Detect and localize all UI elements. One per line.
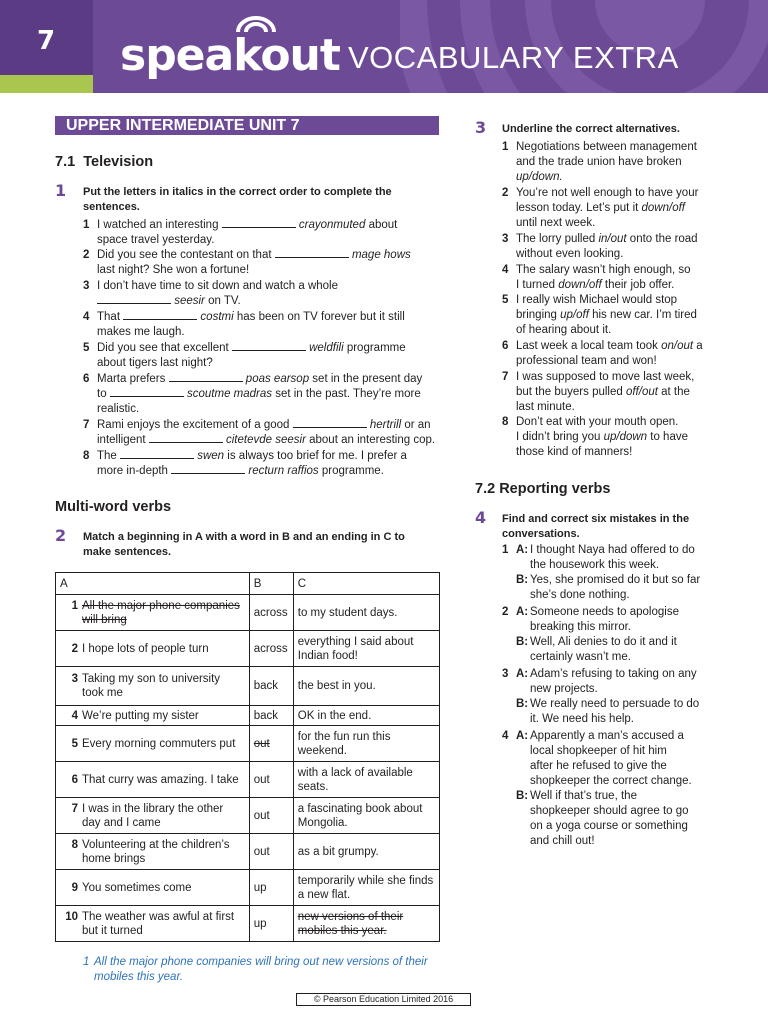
item-text: of hearing about it. xyxy=(516,324,612,336)
item-alternatives[interactable]: in/out xyxy=(598,233,627,245)
item-text: those kind of manners! xyxy=(516,446,633,458)
cell-a xyxy=(56,667,250,706)
conversation-item xyxy=(502,605,752,665)
item-text: onto the road xyxy=(626,233,698,245)
speaker-label: B: xyxy=(516,790,529,802)
row-number: 4 xyxy=(71,709,78,722)
answer-line: mobiles this year. xyxy=(94,970,184,983)
speaker-label: A: xyxy=(516,606,529,618)
row-number: 3 xyxy=(71,673,78,685)
table-row xyxy=(56,870,440,906)
cell-b: back xyxy=(249,706,293,726)
table-row xyxy=(56,595,440,631)
scrambled-word: swen xyxy=(197,450,225,462)
item-number: 2 xyxy=(502,606,509,618)
table-row xyxy=(56,631,440,667)
item-text: I really wish Michael would stop xyxy=(516,294,678,306)
exercise-item xyxy=(83,449,443,479)
cell-text: We’re putting my sister xyxy=(82,709,199,722)
logo-soundwave-icon xyxy=(232,16,280,32)
logo-text-speak: speak xyxy=(120,30,261,81)
item-text: and the trade union have broken xyxy=(516,156,682,168)
item-text: Marta prefers xyxy=(97,373,166,385)
scrambled-word: crayonmuted xyxy=(298,219,366,231)
row-number: 10 xyxy=(65,910,78,923)
section-number: 7.1 xyxy=(55,154,76,170)
instruction-line: sentences. xyxy=(83,200,140,213)
answer-blank[interactable] xyxy=(293,418,367,428)
item-alternatives[interactable]: down/off xyxy=(641,202,685,214)
exercise-item xyxy=(502,232,752,262)
cell-a xyxy=(56,595,250,631)
unit-accent-strip xyxy=(0,75,93,93)
item-text: makes me laugh. xyxy=(97,325,185,338)
cell-a xyxy=(56,706,250,726)
answer-blank[interactable] xyxy=(232,341,306,351)
instruction-line: conversations. xyxy=(502,527,580,540)
item-text: bringing xyxy=(516,309,561,321)
item-text: but the buyers pulled xyxy=(516,386,626,398)
cell-c: OK in the end. xyxy=(293,706,439,726)
exercise-item xyxy=(502,370,752,415)
item-text: You’re not well enough to have your xyxy=(516,187,699,199)
scrambled-word: costmi xyxy=(200,311,234,323)
item-text: I didn’t bring you xyxy=(516,431,604,443)
dialog-text: on a yoga course or something xyxy=(530,820,688,832)
item-text: Negotiations between management xyxy=(516,141,697,153)
exercise-item xyxy=(83,372,443,417)
logo-text-out: out xyxy=(260,30,340,81)
scrambled-word: citetevde seesir xyxy=(226,433,306,446)
cell-c: to my student days. xyxy=(293,595,439,631)
answer-blank[interactable] xyxy=(97,294,171,304)
dialog-text: Adam’s refusing to taking on any xyxy=(530,668,697,680)
answer-number: 1 xyxy=(83,956,90,968)
item-text: That xyxy=(97,311,121,323)
cell-a xyxy=(56,906,250,942)
item-number: 1 xyxy=(83,219,90,231)
conversation-item xyxy=(502,543,752,603)
matching-table xyxy=(55,572,440,942)
item-text: is always too brief for me. I prefer a xyxy=(227,450,407,462)
cell-a xyxy=(56,631,250,667)
row-number: 7 xyxy=(71,802,78,815)
exercise-item xyxy=(83,218,443,248)
scrambled-word: weldfili xyxy=(309,342,344,354)
item-number: 8 xyxy=(502,416,509,428)
item-text: I don’t have time to sit down and watch a whole xyxy=(97,280,339,292)
exercise-instruction: Underline the correct alternatives. xyxy=(502,123,680,135)
exercise-instruction xyxy=(502,512,762,541)
answer-blank[interactable] xyxy=(222,218,296,228)
item-number: 4 xyxy=(502,264,509,276)
answer-line: All the major phone companies will bring out new versions of their xyxy=(94,956,428,968)
table-row xyxy=(56,726,440,762)
answer-blank[interactable] xyxy=(120,449,194,459)
scrambled-word: mage hows xyxy=(351,249,411,261)
item-number: 3 xyxy=(502,668,509,680)
dialog-text: Apparently a man’s accused a xyxy=(530,730,684,742)
scrambled-word: seesir xyxy=(174,294,205,307)
cell-text: That curry was amazing. I take xyxy=(82,773,239,786)
cell-text: All the major phone companies will bring xyxy=(82,599,240,626)
item-text: intelligent xyxy=(97,433,146,446)
cell-a xyxy=(56,726,250,762)
item-number: 2 xyxy=(502,187,509,199)
item-text: I watched an interesting xyxy=(97,219,219,231)
dialog-text: We really need to persuade to do xyxy=(530,698,700,710)
scrambled-word: scoutme madras xyxy=(187,387,273,400)
cell-a xyxy=(56,834,250,870)
item-number: 5 xyxy=(83,342,90,354)
item-text: set in the past. They’re more xyxy=(275,387,421,400)
section-title: Reporting verbs xyxy=(499,481,611,497)
item-text: their job offer. xyxy=(601,279,675,291)
exercise-item xyxy=(502,293,752,338)
dialog-text: shopkeeper the correct change. xyxy=(530,775,692,787)
item-text: lesson today. Let’s put it xyxy=(516,202,642,214)
item-text: until next week. xyxy=(516,217,596,229)
item-text: last night? She won a fortune! xyxy=(97,263,250,276)
answer-blank[interactable] xyxy=(171,464,245,474)
section-title: Television xyxy=(83,154,154,170)
dialog-text: after he refused to give the xyxy=(530,760,667,772)
item-text: set in the present day xyxy=(312,373,423,385)
item-text: realistic. xyxy=(97,402,140,415)
dialog-text: local shopkeeper of hit him xyxy=(530,745,667,757)
exercise-instruction xyxy=(83,530,443,559)
exercise-item xyxy=(502,263,752,293)
cell-a xyxy=(56,870,250,906)
copyright-footer: © Pearson Education Limited 2016 xyxy=(296,993,471,1006)
item-alternatives[interactable]: up/down xyxy=(603,431,648,443)
dialog-text: new projects. xyxy=(530,683,598,695)
cell-c: everything I said about Indian food! xyxy=(293,631,439,667)
exercise-number: 4 xyxy=(475,508,487,527)
dialog-text: the housework this week. xyxy=(530,559,660,571)
item-alternatives[interactable]: up/off xyxy=(560,309,589,321)
item-text: his new car. I’m tired xyxy=(588,309,697,321)
page-header xyxy=(0,0,768,93)
item-text: Last week a local team took xyxy=(516,340,662,352)
item-alternatives[interactable]: off/out xyxy=(625,386,658,398)
table-row xyxy=(56,762,440,798)
unit-number: 7 xyxy=(37,26,56,56)
cell-text: The weather was awful at first but it turned xyxy=(82,910,235,937)
column-header: B xyxy=(249,573,293,595)
dialog-text: she’s done nothing. xyxy=(530,589,630,601)
item-text: to xyxy=(97,387,107,400)
conversation-item xyxy=(502,667,752,727)
item-alternatives[interactable]: down/off xyxy=(558,279,602,291)
item-text: Did you see that excellent xyxy=(97,342,229,354)
cell-text: You sometimes come xyxy=(82,881,192,894)
item-text: on TV. xyxy=(208,294,241,307)
table-row xyxy=(56,834,440,870)
answer-text xyxy=(94,955,444,985)
item-text: at the xyxy=(657,386,690,398)
item-alternatives[interactable]: on/out xyxy=(661,340,694,352)
dialog-text: Well, Ali denies to do it and it xyxy=(530,636,677,648)
item-number: 5 xyxy=(502,294,509,306)
cell-text: Every morning commuters put xyxy=(82,737,236,750)
item-text: about xyxy=(368,219,398,231)
unit-title-bar: UPPER INTERMEDIATE UNIT 7 xyxy=(55,116,439,135)
scrambled-word: hertrill xyxy=(369,419,402,431)
item-text: about tigers last night? xyxy=(97,356,213,369)
item-text: programme. xyxy=(321,464,384,477)
item-text: to have xyxy=(647,431,688,443)
dialog-text: Someone needs to apologise xyxy=(530,606,679,618)
item-text: Don’t eat with your mouth open. xyxy=(516,416,679,428)
item-text: Did you see the contestant on that xyxy=(97,249,272,261)
scrambled-word: recturn raffios xyxy=(248,464,319,477)
item-text: I was supposed to move last week, xyxy=(516,371,695,383)
instruction-line: Find and correct six mistakes in the xyxy=(502,513,690,525)
dialog-text: Well if that’s true, the xyxy=(530,790,637,802)
item-text: space travel yesterday. xyxy=(97,233,215,246)
row-number: 9 xyxy=(71,881,78,894)
instruction-line: Match a beginning in A with a word in B and an ending in C to xyxy=(83,531,405,543)
exercise-number: 3 xyxy=(475,118,487,137)
speaker-label: A: xyxy=(516,668,529,680)
cell-c: temporarily while she finds a new flat. xyxy=(293,870,439,906)
section-number: 7.2 xyxy=(475,481,496,497)
item-number: 3 xyxy=(83,280,90,292)
exercise-item xyxy=(83,248,443,278)
exercise-item xyxy=(83,418,443,448)
item-number: 7 xyxy=(502,371,509,383)
answer-blank[interactable] xyxy=(275,248,349,258)
conversation-item xyxy=(502,729,752,849)
cell-b: across xyxy=(249,595,293,631)
table-header-row xyxy=(56,573,440,595)
item-text: without even looking. xyxy=(516,248,624,260)
item-number: 6 xyxy=(83,373,90,385)
speaker-label: B: xyxy=(516,574,529,586)
speakout-logo xyxy=(120,30,340,81)
item-number: 7 xyxy=(83,419,90,431)
speaker-label: B: xyxy=(516,636,529,648)
answer-blank[interactable] xyxy=(169,372,243,382)
exercise-number: 2 xyxy=(55,526,67,545)
exercise-item xyxy=(502,186,752,231)
cell-a xyxy=(56,798,250,834)
exercise-item xyxy=(502,415,752,460)
row-number: 6 xyxy=(71,773,78,786)
item-number: 1 xyxy=(502,141,509,153)
cell-b: up xyxy=(249,870,293,906)
dialog-text: certainly wasn’t me. xyxy=(530,651,631,663)
cell-b: out xyxy=(249,762,293,798)
cell-text: I hope lots of people turn xyxy=(82,642,209,655)
speaker-label: B: xyxy=(516,698,529,710)
item-text: more in-depth xyxy=(97,464,168,477)
exercise-number: 1 xyxy=(55,181,67,200)
item-text: I turned xyxy=(516,279,559,291)
cell-b: back xyxy=(249,667,293,706)
item-text: a xyxy=(693,340,703,352)
answer-blank[interactable] xyxy=(110,387,184,397)
cell-c: for the fun run this weekend. xyxy=(293,726,439,762)
cell-text: Taking my son to university took me xyxy=(82,673,221,699)
exercise-item xyxy=(502,339,752,369)
instruction-line: make sentences. xyxy=(83,545,172,558)
instruction-line: Put the letters in italics in the correct order to complete the xyxy=(83,186,392,198)
item-text: last minute. xyxy=(516,401,575,413)
exercise-instruction xyxy=(83,185,443,214)
item-text: or an xyxy=(404,419,431,431)
cell-c: a fascinating book about Mongolia. xyxy=(293,798,439,834)
item-number: 4 xyxy=(83,311,90,323)
speaker-label: A: xyxy=(516,730,529,742)
dialog-text: breaking this mirror. xyxy=(530,621,631,633)
item-number: 8 xyxy=(83,450,90,462)
section-heading-multi-word-verbs: Multi-word verbs xyxy=(55,499,172,515)
cell-b: up xyxy=(249,906,293,942)
dialog-text: Yes, she promised do it but so far xyxy=(530,574,701,586)
exercise-item xyxy=(83,279,443,309)
cell-c: as a bit grumpy. xyxy=(293,834,439,870)
dialog-text: shopkeeper should agree to go xyxy=(530,805,689,817)
exercise-item xyxy=(83,341,443,371)
item-alternatives[interactable]: up/down. xyxy=(516,171,563,183)
answer-blank[interactable] xyxy=(149,433,223,443)
row-number: 5 xyxy=(71,737,78,750)
row-number: 1 xyxy=(71,599,78,612)
cell-c: the best in you. xyxy=(293,667,439,706)
cell-b: out xyxy=(249,798,293,834)
item-text: The xyxy=(97,450,117,462)
item-number: 3 xyxy=(502,233,509,245)
table-row xyxy=(56,667,440,706)
cell-b: out xyxy=(249,834,293,870)
row-number: 8 xyxy=(71,838,78,851)
column-header: A xyxy=(56,573,250,595)
item-text: The salary wasn’t high enough, so xyxy=(516,264,691,276)
item-text: programme xyxy=(346,342,406,354)
item-number: 4 xyxy=(502,730,509,742)
section-heading-television xyxy=(55,154,153,170)
answer-blank[interactable] xyxy=(123,310,197,320)
exercise-item xyxy=(83,310,443,340)
speaker-label: A: xyxy=(516,544,529,556)
cell-text: Volunteering at the children’s home brings xyxy=(82,838,230,865)
cell-b: out xyxy=(249,726,293,762)
item-number: 2 xyxy=(83,249,90,261)
row-number: 2 xyxy=(71,642,78,655)
item-number: 6 xyxy=(502,340,509,352)
cell-c: with a lack of available seats. xyxy=(293,762,439,798)
header-title: VOCABULARY EXTRA xyxy=(348,40,679,75)
table-row xyxy=(56,706,440,726)
table-row xyxy=(56,906,440,942)
item-number: 1 xyxy=(502,544,509,556)
item-text: has been on TV forever but it still xyxy=(236,311,405,323)
item-text: Rami enjoys the excitement of a good xyxy=(97,419,290,431)
cell-text: I was in the library the other day and I came xyxy=(82,802,224,829)
cell-a xyxy=(56,762,250,798)
item-text: The lorry pulled xyxy=(516,233,599,245)
dialog-text: and chill out! xyxy=(530,835,595,847)
scrambled-word: poas earsop xyxy=(245,373,310,385)
cell-c: new versions of their mobiles this year. xyxy=(293,906,439,942)
column-header: C xyxy=(293,573,439,595)
cell-b: across xyxy=(249,631,293,667)
section-heading-reporting-verbs xyxy=(475,481,610,497)
item-text: about an interesting cop. xyxy=(309,433,436,446)
dialog-text: I thought Naya had offered to do xyxy=(530,544,695,556)
exercise-item xyxy=(502,140,752,185)
table-row xyxy=(56,798,440,834)
dialog-text: it. We need his help. xyxy=(530,713,634,725)
item-text: professional team and won! xyxy=(516,355,657,367)
